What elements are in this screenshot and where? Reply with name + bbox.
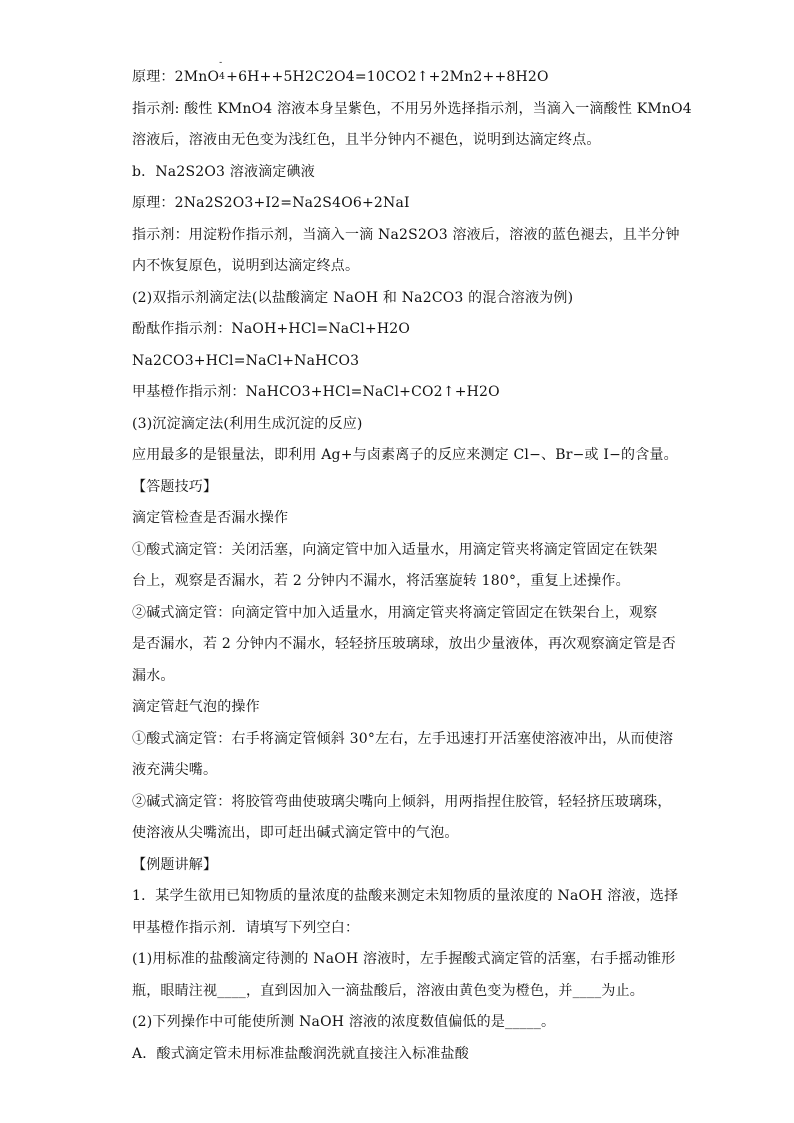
section-heading: 【答题技巧】 — [132, 478, 218, 495]
question-text: (2)下列操作中可能使所测 NaOH 溶液的浓度数值偏低的是_____。 — [132, 1014, 556, 1030]
section-heading: 【例题讲解】 — [132, 856, 218, 873]
question-text: 甲基橙作指示剂．请填写下列空白： — [132, 919, 360, 936]
text-line: 溶液后，溶液由无色变为浅红色，且半分钟内不褪色，说明到达滴定终点。 — [132, 132, 601, 148]
document-body — [132, 58, 692, 1070]
text-line: 台上，观察是否漏水，若 2 分钟内不漏水，将活塞旋转 180°，重复上述操作。 — [132, 573, 630, 589]
question-text: 瓶，眼睛注视____，直到因加入一滴盐酸后，溶液由黄色变为橙色，并____为止。 — [132, 982, 644, 999]
text-line: 滴定管赶气泡的操作 — [132, 699, 260, 715]
question-text: (1)用标准的盐酸滴定待测的 NaOH 溶液时，左手握酸式滴定管的活塞，右手摇动锥形 — [132, 951, 676, 967]
equation-prefix: 原理：2MnO — [132, 69, 220, 85]
text-line — [132, 58, 672, 94]
text-line: 甲基橙作指示剂：NaHCO3+HCl=NaCl+CO2↑+H2O — [132, 384, 500, 400]
text-line: 指示剂：用淀粉作指示剂，当滴入一滴 Na2S2O3 溶液后，溶液的蓝色褪去，且半分钟 — [132, 226, 680, 243]
text-line: 内不恢复原色，说明到达滴定终点。 — [132, 258, 360, 274]
text-line: 漏水。 — [132, 667, 175, 684]
text-line: 滴定管检查是否漏水操作 — [132, 510, 289, 526]
text-line: 指示剂: 酸性 KMnO4 溶液本身呈紫色，不用另外选择指示剂，当滴入一滴酸性 KMnO4 — [132, 100, 692, 117]
ion-charge: - 4 — [219, 58, 226, 82]
text-line: 是否漏水，若 2 分钟内不漏水，轻轻挤压玻璃球，放出少量液体，再次观察滴定管是否 — [132, 636, 676, 652]
text-line: 液充满尖嘴。 — [132, 762, 218, 778]
text-line: ②碱式滴定管：将胶管弯曲使玻璃尖嘴向上倾斜，用两指捏住胶管，轻轻挤压玻璃珠， — [132, 793, 672, 810]
text-line: 酚酞作指示剂：NaOH+HCl=NaCl+H2O — [132, 321, 411, 337]
question-text: 1．某学生欲用已知物质的量浓度的盐酸来测定未知物质的量浓度的 NaOH 溶液，选择 — [132, 888, 679, 904]
text-line: (2)双指示剂滴定法(以盐酸滴定 NaOH 和 Na2CO3 的混合溶液为例) — [132, 289, 574, 306]
text-line: 使溶液从尖嘴流出，即可赶出碱式滴定管中的气泡。 — [132, 825, 459, 841]
text-line: (3)沉淀滴定法(利用生成沉淀的反应) — [132, 415, 363, 432]
answer-option: A．酸式滴定管未用标准盐酸润洗就直接注入标准盐酸 — [132, 1045, 469, 1062]
text-line: ①酸式滴定管：关闭活塞，向滴定管中加入适量水，用滴定管夹将滴定管固定在铁架 — [132, 541, 658, 558]
text-line: ②碱式滴定管：向滴定管中加入适量水，用滴定管夹将滴定管固定在铁架台上，观察 — [132, 604, 658, 621]
text-line: 原理：2Na2S2O3+I2=Na2S4O6+2NaI — [132, 195, 410, 211]
equation-rest: +6H++5H2C2O4=10CO2↑+2Mn2++8H2O — [226, 69, 549, 85]
text-line: 应用最多的是银量法，即利用 Ag+与卤素离子的反应来测定 Cl−、Br−或 I−的含量。 — [132, 447, 678, 463]
text-line: b．Na2S2O3 溶液滴定碘液 — [132, 163, 315, 180]
text-line: ①酸式滴定管：右手将滴定管倾斜 30°左右，左手迅速打开活塞使溶液冲出，从而使溶 — [132, 730, 674, 747]
text-line: Na2CO3+HCl=NaCl+NaHCO3 — [132, 352, 360, 369]
